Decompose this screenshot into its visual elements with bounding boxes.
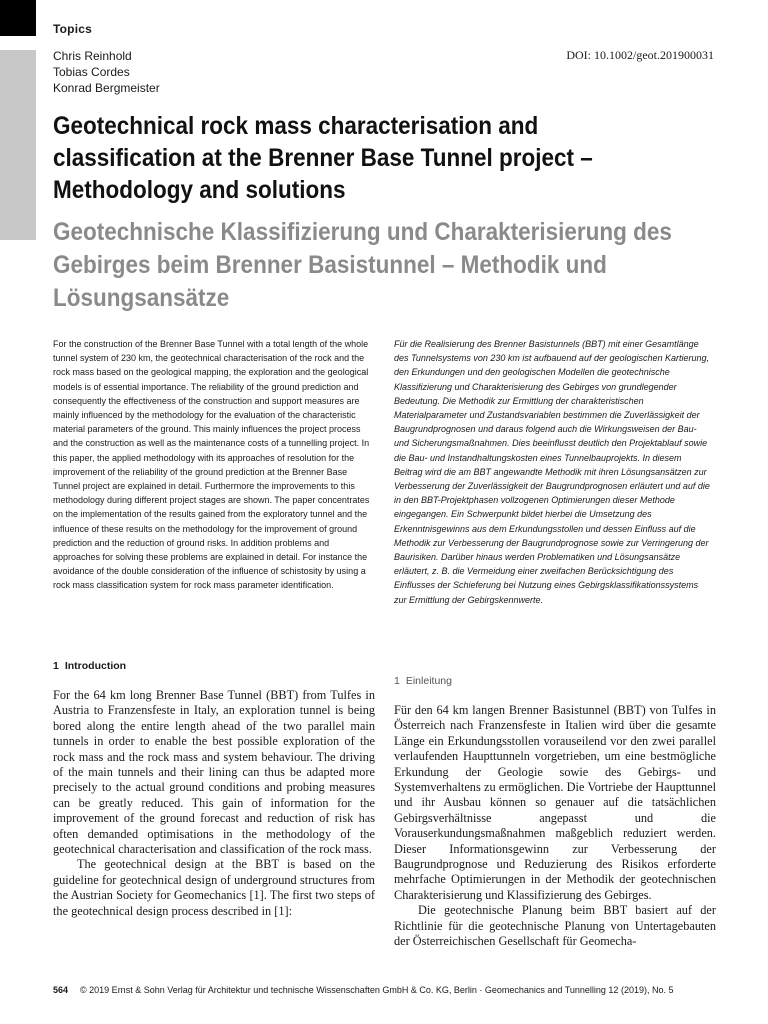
section-title: Introduction <box>64 660 127 672</box>
body-german <box>394 703 716 950</box>
abstract-german: Für die Realisierung des Brenner Basistunnels (BBT) mit einer Gesamtlänge des Tunnelsystems von 230 km ist aufbauend auf der geologischen Kartierung, den Erkundungen und den geologischen Modellen die geotechnische Klassifizierung und Charakterisierung des Gebirges von grundlegender Bedeutung. Die Methodik zur Ermittlung der charakteristischen Materialparameter und Zustandsvariablen bestimmen die Zuverlässigkeit der Baugrundprognosen und daraus folgend auch die Wirkungsweisen der Bau- und Sicherungsmaßnahmen. Dies beeinflusst deutlich den Projektablauf sowie die Bau- und Instandhaltungskosten eines Tunnelbauprojekts. In diesem Beitrag wird die am BBT angewandte Methodik mit ihren Lösungsansätzen zur Verbesserung der Zuverlässigkeit der Baugrundprognosen erläutert und auf die in den BBT-Projektphasen vollzogenen Optimierungen dieser Methode eingegangen. Ein Schwerpunkt bildet hierbei die Umsetzung des Erkenntnisgewinns aus dem Erkundungsstollen und dessen Einfluss auf die Methodik zur Verbesserung der Baugrundprognose sowie zur Verringerung der Baurisiken. Darüber hinaus werden Problematiken und Lösungsansätze erläutert, z. B. die Vermeidung einer zweifachen Berücksichtigung des Einflusses der Schieferung bei Nutzung eines Gebirgsklassifikationssystems zur Ermittlung der Gebirgskennwerte. <box>394 339 710 605</box>
section-number: 1 <box>394 675 400 687</box>
corner-marker <box>0 0 36 36</box>
section-heading-german <box>394 675 452 687</box>
title-german: Geotechnische Klassifizierung und Charakterisierung des Gebirges beim Brenner Basistunnel – Methodik und Lösungsansätze <box>53 218 672 312</box>
section-title: Einleitung <box>405 675 452 687</box>
author: Konrad Bergmeister <box>53 81 160 95</box>
doi-link[interactable]: DOI: 10.1002/geot.201900031 <box>566 48 714 62</box>
page-number: 564 <box>53 985 69 995</box>
paragraph: For the 64 km long Brenner Base Tunnel (BBT) from Tulfes in Austria to Franzensfeste in Italy, an exploration tunnel is being bored along the entire length ahead of the two parallel main tunnels in order to enable the best possible exploration of the rock mass and the rock mass and system behaviour. The driving of the main tunnels and their lining can thus be adapted more precisely to the actual ground conditions and probing measures can be greatly reduced. This gain of information for the improvement of the ground forecast and reduction of risk has often demanded optimisations in the methodology of the geotechnical characterisation and classification of the rock mass. <box>53 688 375 857</box>
page-footer <box>53 985 673 995</box>
paragraph: Für den 64 km langen Brenner Basistunnel (BBT) von Tulfes in Österreich nach Franzensfeste in Italien wird über die gesamte Länge ein Erkundungsstollen vorauseilend vor den zwei parallel verlaufenden Haupttunneln vorgetrieben, um eine bestmögliche Erkundung der Geologie sowie des Gebirgs- und Systemverhaltens zu ermöglichen. Die Vortriebe der Haupttunnel und ihr Ausbau können so genauer auf die tatsächlichen Gebirgsverhältnisse angepasst und die Vorauserkundungsmaßnahmen maßgeblich reduziert werden. Dieser Informationsgewinn zur Verbesserung der Baugrundprognose und Reduzierung des Risikos erforderte mehrfache Optimierungen in der Methodik der geotechnischen Charakterisierung und Klassifizierung des Gebirges. <box>394 703 716 902</box>
paragraph: The geotechnical design at the BBT is based on the guideline for geotechnical design of underground structures from the Austrian Society for Geomechanics [1]. The first two steps of the geotechnical design process described in [1]: <box>53 857 375 918</box>
paragraph: Die geotechnische Planung beim BBT basiert auf der Richtlinie für die geotechnische Planung von Untertagebauten der Österreichischen Gesellschaft für Geomecha- <box>394 903 716 949</box>
section-number: 1 <box>53 660 59 672</box>
title-english: Geotechnical rock mass characterisation and classification at the Brenner Base Tunnel project – Methodology and solutions <box>53 112 593 204</box>
section-heading-english <box>53 660 126 672</box>
abstract-english: For the construction of the Brenner Base Tunnel with a total length of the whole tunnel system of 230 km, the geotechnical characterisation of the rock and the rock mass based on the geological mapping, the exploration and the geological models is of essential importance. The reliability of the ground prediction and consequently the effectiveness of the construction and support measures are mainly influenced by the methodology for the evaluation of the characteristic material parameters of the ground. This mainly influences the project process and the construction as well as the maintenance costs of a tunnelling project. In this paper, the applied methodology with its approaches of resolution for the improvement of the reliability of the ground prediction at the Brenner Base Tunnel project are explained in detail. Furthermore the improvements to this methodology during different project stages are shown. The paper concentrates on the implementation of the results gained from the exploratory tunnel and the influence of these results on the methodology for the improvement of ground prediction and the reduction of ground risks. In addition problems and approaches for solving these problems are explained in detail. For instance the avoidance of the double consideration of the influence of schistosity by using a rock mass classification system for rock mass parameter identification. <box>53 339 370 591</box>
body-english <box>53 688 375 919</box>
author: Tobias Cordes <box>53 65 130 79</box>
author: Chris Reinhold <box>53 49 132 63</box>
author-list <box>53 48 160 96</box>
footer-citation: © 2019 Ernst & Sohn Verlag für Architektur und technische Wissenschaften GmbH & Co. KG, Berlin · Geomechanics and Tunnelling 12 (2019), No. 5 <box>80 985 674 995</box>
side-bar-decoration <box>0 50 36 240</box>
section-label: Topics <box>53 22 92 36</box>
